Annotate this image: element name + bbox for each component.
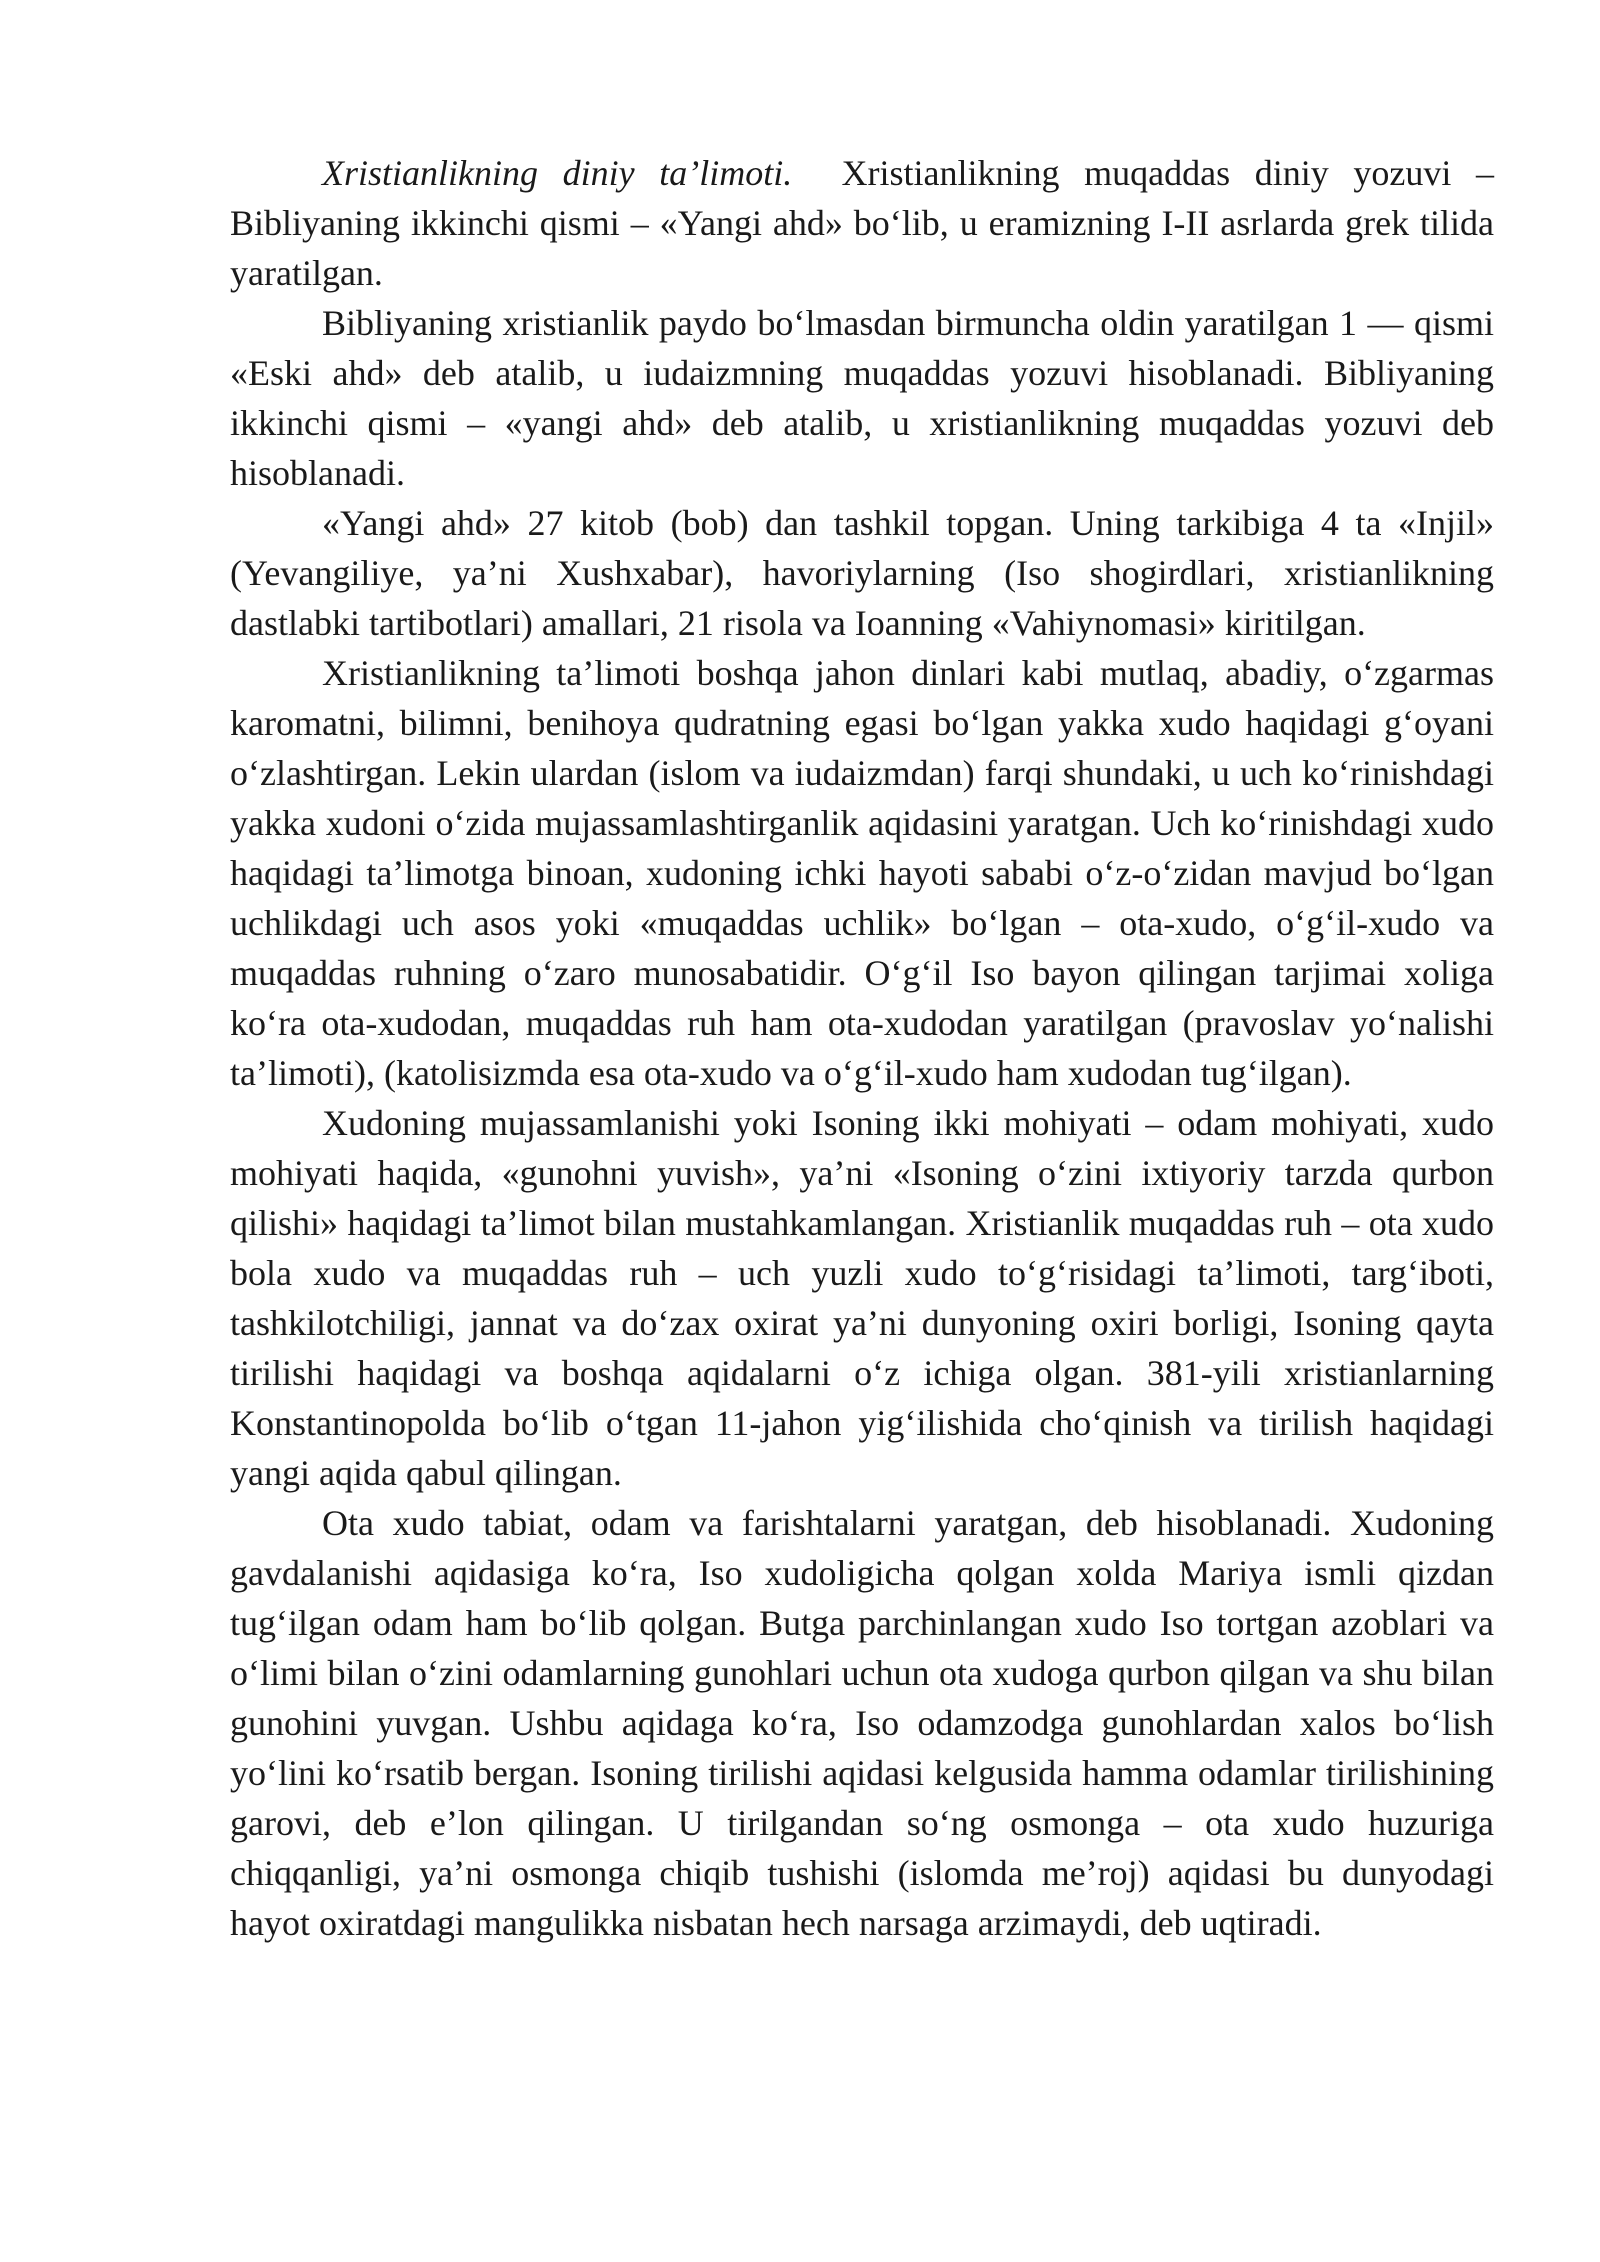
paragraph-6: Ota xudo tabiat, odam va farishtalarni yaratgan, deb hisoblanadi. Xudoning gavdalanishi aqidasiga ko‘ra, Iso xudoligicha qolgan xolda Mariya ismli qizdan tug‘ilgan odam ham bo‘lib qolgan. Butga parchinlangan xudo Iso tortgan azoblari va o‘limi bilan o‘zini odamlarning gunohlari uchun ota xudoga qurbon qilgan va shu bilan gunohini yuvgan. Ushbu aqidaga ko‘ra, Iso odamzodga gunohlardan xalos bo‘lish yo‘lini ko‘rsatib bergan. Isoning tirilishi aqidasi kelgusida hamma odamlar tirilishining garovi, deb e’lon qilingan. U tirilgandan so‘ng osmonga – ota xudo huzuriga chiqqanligi, ya’ni osmonga chiqib tushishi (islomda me’roj) aqidasi bu dunyodagi hayot oxiratdagi mangulikka nisbatan hech narsaga arzimaydi, deb uqtiradi. (230, 1503, 1494, 1943)
paragraph-4: Xristianlikning ta’limoti boshqa jahon dinlari kabi mutlaq, abadiy, o‘zgarmas karomatni, bilimni, benihoya qudratning egasi bo‘lgan yakka xudo haqidagi g‘oyani o‘zlashtirgan. Lekin ulardan (islom va iudaizmdan) farqi shundaki, u uch ko‘rinishdagi yakka xudoni o‘zida mujassamlashtirganlik aqidasini yaratgan. Uch ko‘rinishdagi xudo haqidagi ta’limotga binoan, xudoning ichki hayoti sababi o‘z-o‘zidan mavjud bo‘lgan uchlikdagi uch asos yoki «muqaddas uchlik» bo‘lgan – ota-xudo, o‘g‘il-xudo va muqaddas ruhning o‘zaro munosabatidir. O‘g‘il Iso bayon qilingan tarjimai xoliga ko‘ra ota-xudodan, muqaddas ruh ham ota-xudodan yaratilgan (pravoslav yo‘nalishi ta’limoti), (katolisizmda esa ota-xudo va o‘g‘il-xudo ham xudodan tug‘ilgan). (230, 653, 1494, 1093)
paragraph-1-text: Xristianlikning muqaddas diniy yozuvi – Bibliyaning ikkinchi qismi – «Yangi ahd» bo‘lib, u eramizning I-II asrlarda grek tilida yaratilgan. (230, 153, 1494, 293)
paragraph-2: Bibliyaning xristianlik paydo bo‘lmasdan birmuncha oldin yaratilgan 1 — qismi «Eski ahd» deb atalib, u iudaizmning muqaddas yozuvi hisoblanadi. Bibliyaning ikkinchi qismi – «yangi ahd» deb atalib, u xristianlikning muqaddas yozuvi deb hisoblanadi. (230, 303, 1494, 493)
paragraph-1 (230, 148, 1494, 298)
section-title: Xristianlikning diniy ta’limoti. (322, 153, 793, 193)
paragraph-3: «Yangi ahd» 27 kitob (bob) dan tashkil topgan. Uning tarkibiga 4 ta «Injil» (Yevangiliye, ya’ni Xushxabar), havoriylarning (Iso shogirdlari, xristianlikning dastlabki tartibotlari) amallari, 21 risola va Ioanning «Vahiynomasi» kiritilgan. (230, 503, 1494, 643)
paragraph-5: Xudoning mujassamlanishi yoki Isoning ikki mohiyati – odam mohiyati, xudo mohiyati haqida, «gunohni yuvish», ya’ni «Isoning o‘zini ixtiyoriy tarzda qurbon qilishi» haqidagi ta’limot bilan mustahkamlangan. Xristianlik muqaddas ruh – ota xudo bola xudo va muqaddas ruh – uch yuzli xudo to‘g‘risidagi ta’limoti, targ‘iboti, tashkilotchiligi, jannat va do‘zax oxirat ya’ni dunyoning oxiri borligi, Isoning qayta tirilishi haqidagi va boshqa aqidalarni o‘z ichiga olgan. 381-yili xristianlarning Konstantinopolda bo‘lib o‘tgan 11-jahon yig‘ilishida cho‘qinish va tirilish haqidagi yangi aqida qabul qilingan. (230, 1103, 1494, 1493)
document-page (230, 148, 1494, 1948)
